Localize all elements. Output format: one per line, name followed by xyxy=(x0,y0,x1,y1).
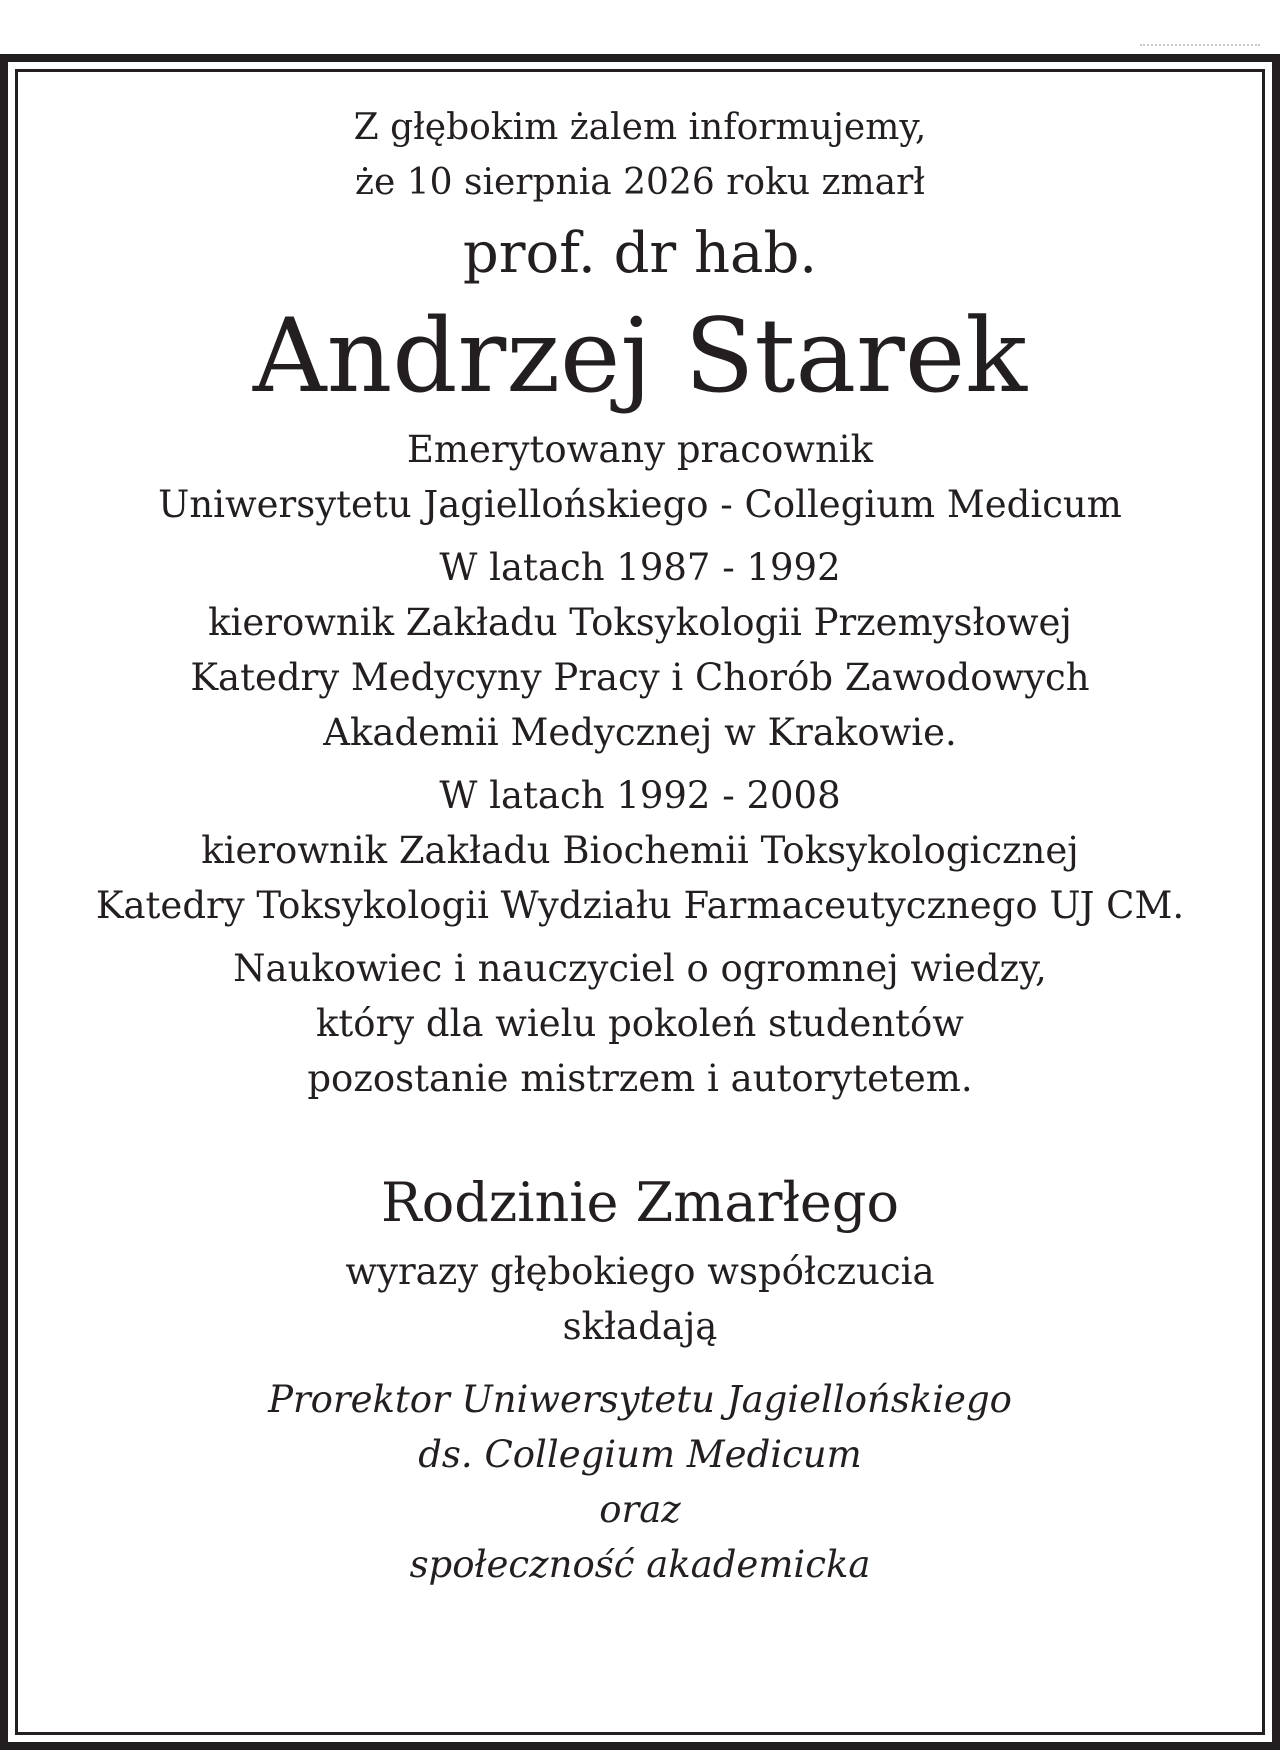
scan-artifact-mark xyxy=(1140,44,1260,48)
signer-line-4: społeczność akademicka xyxy=(409,1543,871,1586)
career-1992-line-3: Katedry Toksykologii Wydziału Farmaceutycznego UJ CM. xyxy=(95,884,1185,927)
academic-title: prof. dr hab. xyxy=(462,221,818,286)
intro-line-2: że 10 sierpnia 2026 roku zmarł xyxy=(355,162,925,203)
career-1987-line-4: Akademii Medycznej w Krakowie. xyxy=(323,711,957,754)
career-1992-line-2: kierownik Zakładu Biochemii Toksykologicznej xyxy=(201,829,1079,872)
signer-line-2: ds. Collegium Medicum xyxy=(418,1433,862,1476)
deceased-name: Andrzej Starek xyxy=(252,297,1028,416)
family-heading: Rodzinie Zmarłego xyxy=(381,1171,899,1234)
condolence-line-1: wyrazy głębokiego współczucia xyxy=(345,1250,935,1293)
signer-line-1: Prorektor Uniwersytetu Jagiellońskiego xyxy=(268,1378,1012,1421)
employment-line-1: Emerytowany pracownik xyxy=(406,428,874,471)
tribute-block xyxy=(18,941,1262,1106)
career-block-1992 xyxy=(18,768,1262,933)
career-1987-line-3: Katedry Medycyny Pracy i Chorób Zawodowych xyxy=(190,656,1090,699)
employment-line-2: Uniwersytetu Jagiellońskiego - Collegium Medicum xyxy=(158,483,1122,526)
tribute-line-2: który dla wielu pokoleń studentów xyxy=(316,1002,964,1045)
career-1987-line-1: W latach 1987 - 1992 xyxy=(439,546,841,589)
obituary-notice xyxy=(18,72,1262,1592)
condolence-text xyxy=(18,1244,1262,1354)
signers-block xyxy=(18,1372,1262,1592)
tribute-line-3: pozostanie mistrzem i autorytetem. xyxy=(307,1057,973,1100)
signer-line-3: oraz xyxy=(599,1488,681,1531)
career-1987-line-2: kierownik Zakładu Toksykologii Przemysłowej xyxy=(208,601,1072,644)
career-block-1987 xyxy=(18,540,1262,760)
intro-line-1: Z głębokim żalem informujemy, xyxy=(353,107,927,148)
career-1992-line-1: W latach 1992 - 2008 xyxy=(439,774,841,817)
employment-block xyxy=(18,422,1262,532)
intro-text xyxy=(18,100,1262,210)
tribute-line-1: Naukowiec i nauczyciel o ogromnej wiedzy, xyxy=(233,947,1047,990)
condolence-line-2: składają xyxy=(562,1305,718,1348)
